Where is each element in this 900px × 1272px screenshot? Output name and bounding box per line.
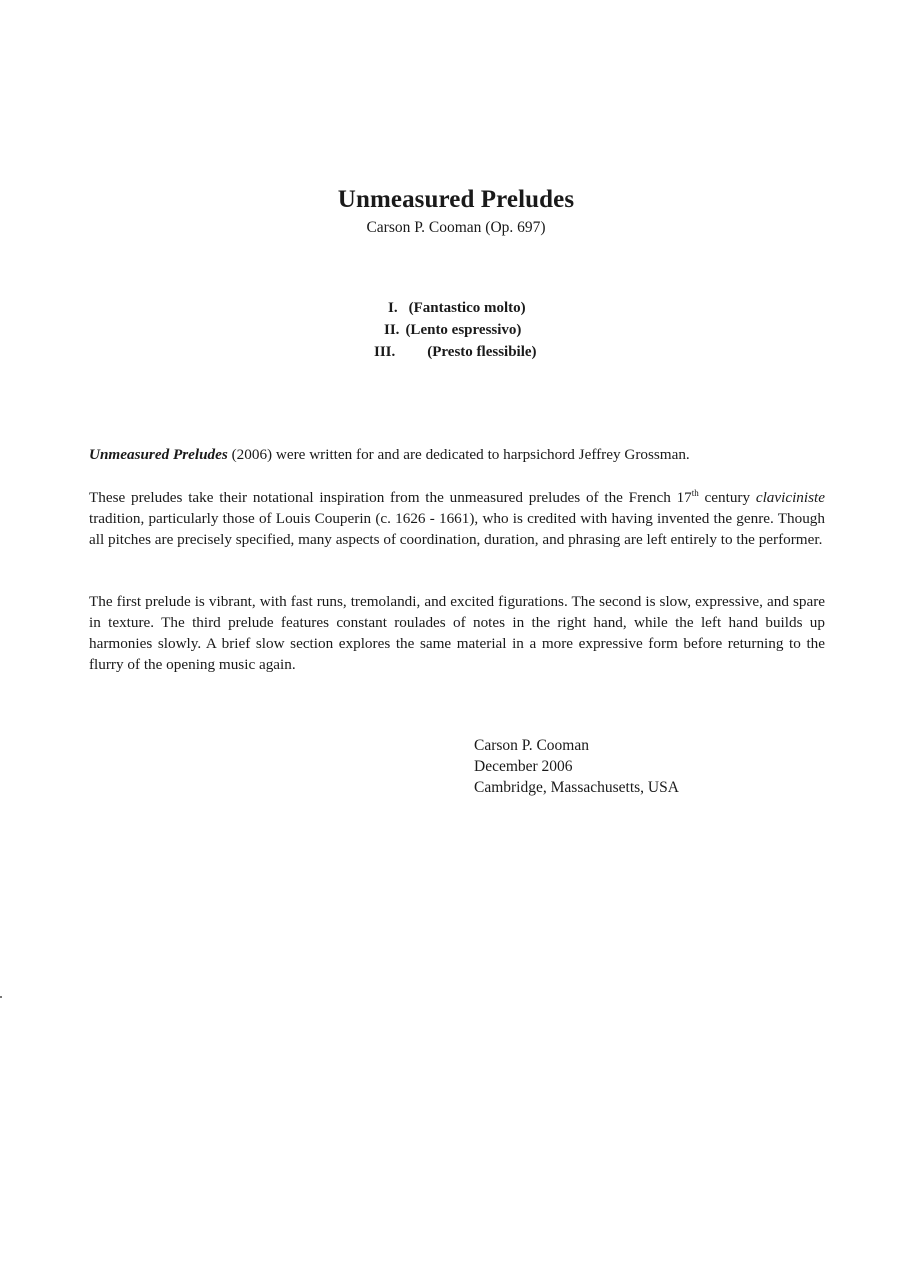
ordinal-suffix: th — [691, 487, 699, 498]
signature-block — [474, 735, 679, 798]
signature-place: Cambridge, Massachusetts, USA — [474, 779, 679, 796]
inspiration-text-1: These preludes take their notational inspiration from the unmeasured preludes of the French 17 — [89, 489, 692, 506]
inspiration-text-3: tradition, particularly those of Louis Couperin (c. 1626 - 1661), who is credited with having invented the genre. Though all pitches are precisely specified, many aspects of coordination, duration, and phrasing are left entirely to the performer. — [89, 510, 825, 548]
movement-item — [388, 300, 526, 322]
movement-numeral: III. — [374, 344, 396, 360]
movement-numeral: I. — [388, 300, 398, 316]
movement-numeral: II. — [384, 322, 400, 338]
inspiration-text-2: century — [698, 489, 756, 506]
description-paragraph: The first prelude is vibrant, with fast runs, tremolandi, and excited figurations. The second is slow, expressive, and spare in texture. The third prelude features constant roulades of notes in the right hand, while the left hand builds up harmonies slowly. A brief slow section explores the same material in a more expressive form before returning to the flurry of the opening music again. — [89, 593, 825, 673]
movement-name: (Presto flessibile) — [427, 344, 537, 360]
signature-name: Carson P. Cooman — [474, 737, 589, 754]
claviciniste-italic: claviciniste — [755, 489, 825, 506]
dedication-text: (2006) were written for and are dedicated to harpsichord Jeffrey Grossman. — [227, 446, 690, 463]
movement-item — [374, 344, 537, 366]
signature-date: December 2006 — [474, 758, 573, 775]
document-title: Unmeasured Preludes — [337, 186, 575, 213]
work-title-italic: Unmeasured Preludes — [89, 446, 228, 463]
movement-name: (Lento espressivo) — [405, 322, 522, 338]
movement-item — [384, 322, 521, 344]
dedication-paragraph — [89, 444, 825, 465]
movement-name: (Fantastico molto) — [408, 300, 526, 316]
scan-speck — [0, 996, 2, 998]
composer-opus: Carson P. Cooman (Op. 697) — [366, 219, 546, 236]
inspiration-paragraph — [89, 487, 825, 550]
